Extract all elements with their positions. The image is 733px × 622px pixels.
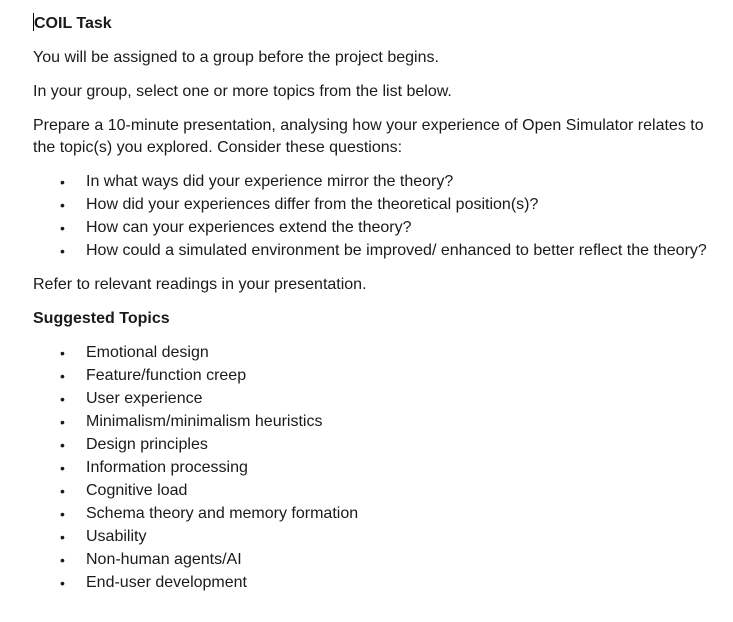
list-item <box>33 457 713 479</box>
bullet-icon: • <box>60 483 65 499</box>
paragraph-group-assignment: You will be assigned to a group before the project begins. <box>33 49 439 66</box>
list-item <box>33 171 713 193</box>
list-item <box>33 217 713 239</box>
list-item <box>33 480 713 502</box>
list-item <box>33 411 713 433</box>
paragraph-readings: Refer to relevant readings in your presentation. <box>33 276 367 293</box>
list-item <box>33 240 713 262</box>
paragraph-select-topics: In your group, select one or more topics from the list below. <box>33 83 452 100</box>
list-item <box>33 526 713 548</box>
topic-text: Minimalism/minimalism heuristics <box>86 413 323 430</box>
bullet-icon: • <box>60 506 65 522</box>
topic-text: End-user development <box>86 574 247 591</box>
list-item <box>33 503 713 525</box>
list-item <box>33 342 713 364</box>
topics-list <box>33 342 713 594</box>
bullet-icon: • <box>60 460 65 476</box>
list-item <box>33 388 713 410</box>
questions-list <box>33 171 713 262</box>
question-text: How did your experiences differ from the theoretical position(s)? <box>86 196 539 213</box>
bullet-icon: • <box>60 391 65 407</box>
bullet-icon: • <box>60 437 65 453</box>
topic-text: Information processing <box>86 459 248 476</box>
document-body[interactable] <box>33 13 713 606</box>
document-title <box>33 13 713 35</box>
bullet-icon: • <box>60 220 65 236</box>
question-text: How can your experiences extend the theory? <box>86 219 412 236</box>
list-item <box>33 194 713 216</box>
suggested-topics-heading: Suggested Topics <box>33 310 170 327</box>
topic-text: Non-human agents/AI <box>86 551 242 568</box>
topic-text: Cognitive load <box>86 482 188 499</box>
topic-text: User experience <box>86 390 203 407</box>
question-text: How could a simulated environment be improved/ enhanced to better reflect the theory? <box>86 242 707 259</box>
question-text: In what ways did your experience mirror the theory? <box>86 173 454 190</box>
document-title-text: COIL Task <box>34 15 112 32</box>
list-item <box>33 549 713 571</box>
bullet-icon: • <box>60 174 65 190</box>
bullet-icon: • <box>60 197 65 213</box>
bullet-icon: • <box>60 552 65 568</box>
list-item <box>33 365 713 387</box>
list-item <box>33 434 713 456</box>
bullet-icon: • <box>60 368 65 384</box>
topic-text: Schema theory and memory formation <box>86 505 359 522</box>
bullet-icon: • <box>60 243 65 259</box>
bullet-icon: • <box>60 414 65 430</box>
bullet-icon: • <box>60 345 65 361</box>
topic-text: Feature/function creep <box>86 367 247 384</box>
topic-text: Design principles <box>86 436 208 453</box>
bullet-icon: • <box>60 575 65 591</box>
list-item <box>33 572 713 594</box>
topic-text: Emotional design <box>86 344 209 361</box>
topic-text: Usability <box>86 528 147 545</box>
paragraph-presentation-instructions: Prepare a 10-minute presentation, analysing how your experience of Open Simulator relates to the topic(s) you explored. Consider these questions: <box>33 117 704 156</box>
bullet-icon: • <box>60 529 65 545</box>
